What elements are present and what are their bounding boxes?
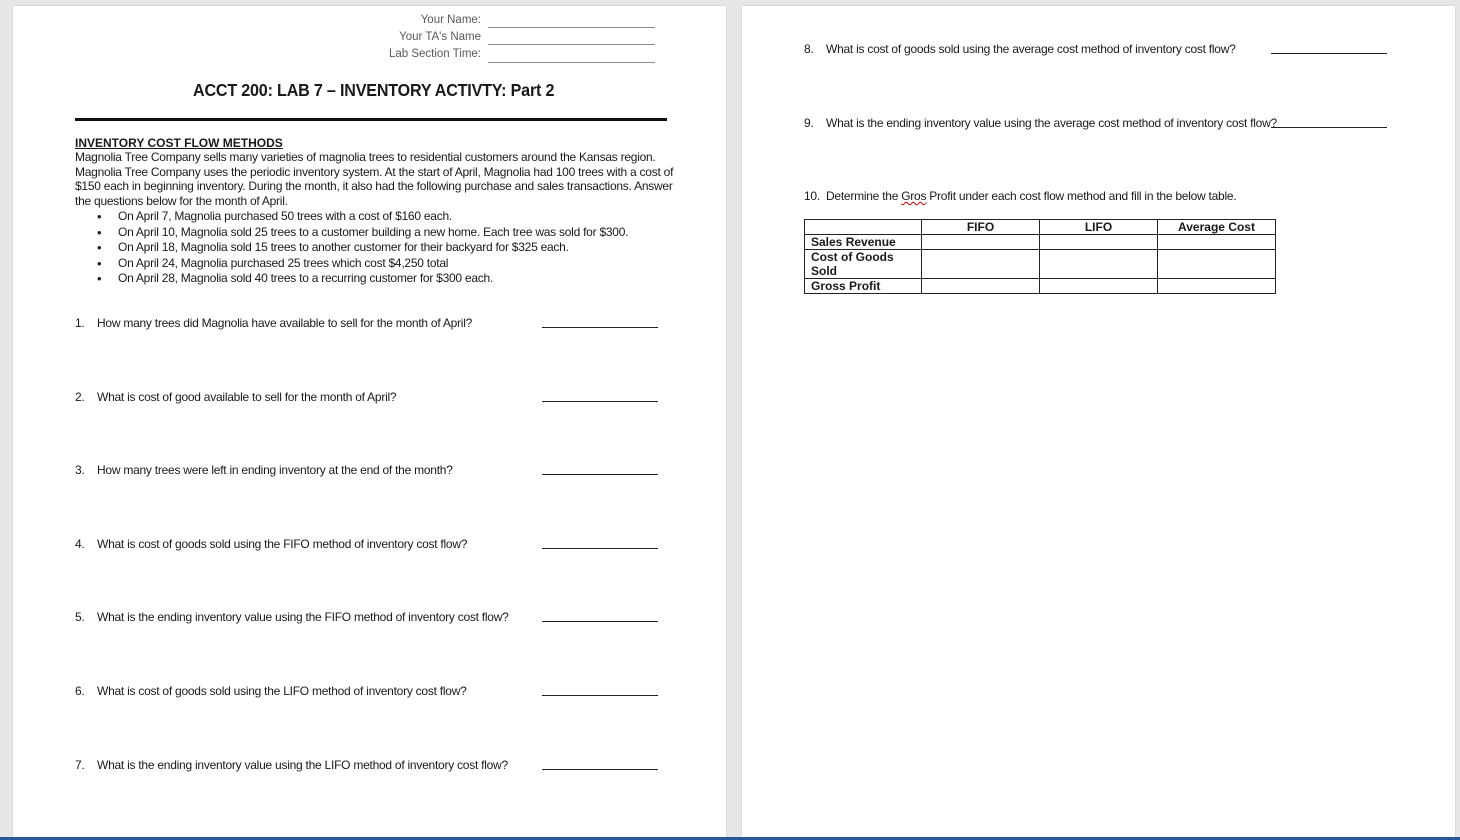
list-item: • On April 7, Magnolia purchased 50 trees with a cost of $160 each.	[97, 209, 628, 225]
section-heading: INVENTORY COST FLOW METHODS	[75, 136, 283, 150]
table-cell[interactable]	[922, 235, 1040, 250]
table-row	[805, 235, 1276, 250]
list-item: • On April 24, Magnolia purchased 25 trees which cost $4,250 total	[97, 256, 628, 272]
intro-paragraph: Magnolia Tree Company sells many varieties of magnolia trees to residential customers around the Kansas region. Magnolia Tree Company uses the periodic inventory system. At the start of April, Magnolia had 100 trees with a cost of $150 each in beginning inventory. During the month, it also had the following purchase and sales transactions. Answer the questions below for the month of April.	[75, 150, 674, 208]
gross-profit-table	[804, 219, 1276, 294]
list-item: • On April 10, Magnolia sold 25 trees to a customer building a new home. Each tree was sold for $300.	[97, 225, 628, 241]
answer-line-9[interactable]	[1271, 127, 1387, 128]
your-name-field[interactable]	[488, 27, 655, 28]
page-title: ACCT 200: LAB 7 – INVENTORY ACTIVTY: Part 2	[193, 80, 555, 100]
question-text-cont: Profit under each cost flow method and fill in the below table.	[926, 189, 1237, 203]
table-cell[interactable]	[922, 279, 1040, 294]
question-number: 4.	[75, 537, 85, 551]
table-header-average-cost: Average Cost	[1158, 220, 1276, 235]
question-number: 5.	[75, 610, 85, 624]
ta-name-field[interactable]	[488, 44, 655, 45]
table-row	[805, 279, 1276, 294]
question-text: How many trees were left in ending inventory at the end of the month?	[97, 463, 453, 477]
question-4	[75, 537, 467, 551]
answer-line-4[interactable]	[542, 548, 658, 549]
misspelled-word[interactable]: Gros	[901, 189, 927, 203]
document-page-right	[742, 6, 1455, 840]
lab-section-field[interactable]	[488, 62, 655, 63]
question-1	[75, 316, 472, 330]
question-text: What is cost of goods sold using the average cost method of inventory cost flow?	[826, 42, 1236, 56]
table-header-fifo: FIFO	[922, 220, 1040, 235]
question-number: 10.	[804, 189, 820, 203]
answer-line-7[interactable]	[542, 769, 658, 770]
question-number: 1.	[75, 316, 85, 330]
table-cell[interactable]	[1158, 235, 1276, 250]
table-cell[interactable]	[1040, 279, 1158, 294]
question-text: What is cost of goods sold using the LIFO method of inventory cost flow?	[97, 684, 467, 698]
table-cell[interactable]	[1158, 250, 1276, 279]
table-header-lifo: LIFO	[1040, 220, 1158, 235]
answer-line-2[interactable]	[542, 401, 658, 402]
table-cell[interactable]	[1158, 279, 1276, 294]
table-cell[interactable]	[1040, 235, 1158, 250]
document-page-left	[13, 6, 726, 840]
table-header-row	[805, 220, 1276, 235]
question-text: Determine the	[826, 189, 902, 203]
question-text: What is the ending inventory value using the LIFO method of inventory cost flow?	[97, 758, 508, 772]
question-text: What is cost of good available to sell for the month of April?	[97, 390, 397, 404]
question-number: 3.	[75, 463, 85, 477]
lab-section-row	[303, 48, 481, 62]
row-label-cogs: Cost of Goods Sold	[805, 250, 922, 279]
answer-line-8[interactable]	[1271, 53, 1387, 54]
table-corner-cell[interactable]	[805, 220, 922, 235]
table-cell[interactable]	[1040, 250, 1158, 279]
lab-section-label: Lab Section Time:	[388, 48, 481, 60]
question-number: 9.	[804, 116, 814, 130]
table-row	[805, 250, 1276, 279]
your-name-label: Your Name:	[420, 14, 481, 26]
question-2	[75, 390, 396, 404]
row-label-sales-revenue: Sales Revenue	[805, 235, 922, 250]
question-6	[75, 684, 467, 698]
your-name-row	[303, 14, 481, 28]
question-text: What is the ending inventory value using the average cost method of inventory cost flow?	[826, 116, 1277, 130]
ta-name-label: Your TA's Name	[399, 31, 481, 43]
answer-line-6[interactable]	[542, 695, 658, 696]
question-8	[804, 42, 1236, 56]
question-5	[75, 610, 509, 624]
list-item: • On April 18, Magnolia sold 15 trees to another customer for their backyard for $325 each.	[97, 240, 628, 256]
answer-line-5[interactable]	[542, 621, 658, 622]
question-text: What is the ending inventory value using the FIFO method of inventory cost flow?	[97, 610, 509, 624]
transaction-list	[97, 209, 628, 287]
question-7	[75, 758, 508, 772]
row-label-gross-profit: Gross Profit	[805, 279, 922, 294]
question-number: 6.	[75, 684, 85, 698]
answer-line-3[interactable]	[542, 474, 658, 475]
answer-line-1[interactable]	[542, 327, 658, 328]
question-number: 8.	[804, 42, 814, 56]
question-number: 2.	[75, 390, 85, 404]
question-3	[75, 463, 453, 477]
table-cell[interactable]	[922, 250, 1040, 279]
title-divider	[75, 118, 667, 121]
question-10	[804, 189, 1236, 203]
list-item: • On April 28, Magnolia sold 40 trees to a recurring customer for $300 each.	[97, 271, 628, 287]
ta-name-row	[303, 31, 481, 45]
question-text: What is cost of goods sold using the FIFO method of inventory cost flow?	[97, 537, 468, 551]
question-9	[804, 116, 1277, 130]
question-number: 7.	[75, 758, 85, 772]
question-text: How many trees did Magnolia have available to sell for the month of April?	[97, 316, 473, 330]
